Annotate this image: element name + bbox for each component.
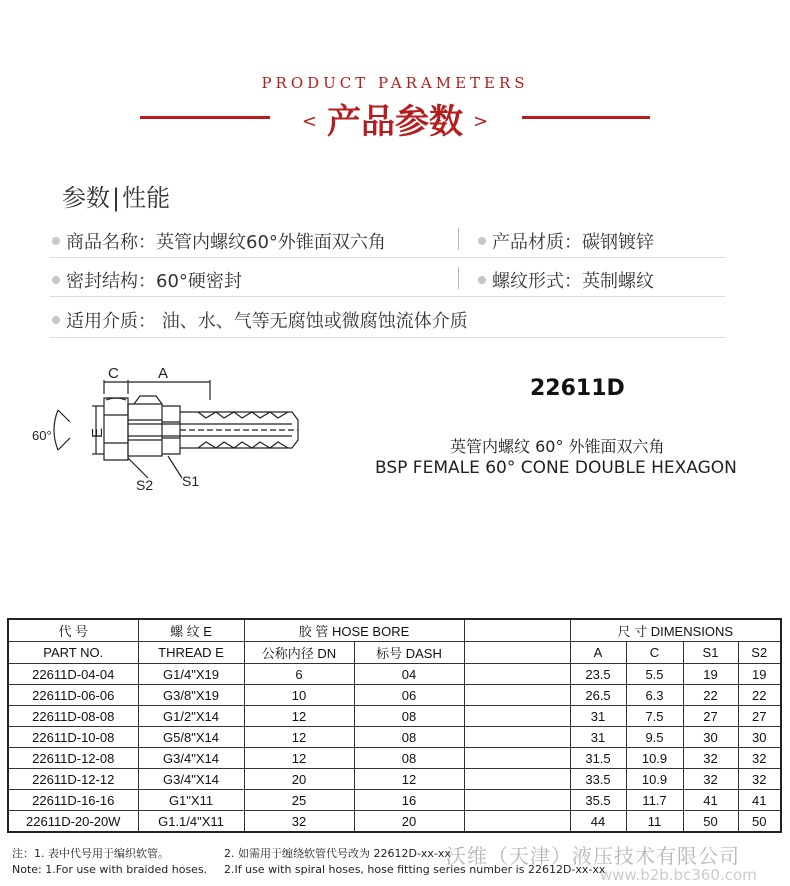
cell-empty: [464, 790, 570, 811]
param-divider: [458, 267, 459, 289]
table-header-row-1: [8, 619, 781, 642]
bullet-icon: [478, 276, 486, 284]
cell-empty: [464, 685, 570, 706]
cell-c: 5.5: [626, 664, 683, 685]
table-row: [8, 664, 781, 685]
cell-s1: 19: [683, 664, 738, 685]
label-c: C: [108, 365, 119, 382]
cell-s2: 50: [738, 811, 781, 833]
note-cn-2: 2. 如需用于缠绕软管代号改为 22612D-xx-xx: [224, 847, 451, 860]
cell-s2: 22: [738, 685, 781, 706]
cell-dash: 16: [354, 790, 464, 811]
header-thread-e: THREAD E: [138, 642, 244, 664]
label-s2: S2: [136, 477, 154, 493]
cell-empty: [464, 706, 570, 727]
cell-thread: G3/4"X14: [138, 769, 244, 790]
param-name-text: 商品名称：英管内螺纹60°外锥面双六角: [66, 232, 386, 253]
cell-s2: 32: [738, 769, 781, 790]
cell-dash: 04: [354, 664, 464, 685]
note-cn-1: 注：1. 表中代号用于编织软管。: [12, 847, 169, 860]
cell-a: 26.5: [570, 685, 626, 706]
cell-dn: 12: [244, 748, 354, 769]
section-title-b: 性能: [122, 184, 171, 212]
cell-s1: 32: [683, 769, 738, 790]
header-c: C: [626, 642, 683, 664]
cell-s2: 41: [738, 790, 781, 811]
param-medium-text: 适用介质： 油、水、气等无腐蚀或微腐蚀流体介质: [66, 311, 468, 332]
param-row-separator: [50, 337, 725, 338]
param-divider: [458, 228, 459, 250]
cell-empty: [464, 664, 570, 685]
product-model: 22611D: [530, 376, 625, 401]
header-thread-cn: 螺 纹 E: [138, 619, 244, 642]
cell-a: 31: [570, 706, 626, 727]
note-cn: [12, 845, 451, 861]
header-empty: [464, 619, 570, 642]
header-right-line: [522, 116, 650, 119]
param-row-separator: [50, 296, 725, 297]
left-bracket: <: [301, 111, 317, 132]
table-row: [8, 769, 781, 790]
header-a: A: [570, 642, 626, 664]
param-medium: [52, 307, 468, 333]
label-angle: 60°: [32, 428, 52, 443]
cell-a: 44: [570, 811, 626, 833]
cell-part-no: 22611D-16-16: [8, 790, 138, 811]
cell-dash: 12: [354, 769, 464, 790]
header-hose-bore: 胶 管 HOSE BORE: [244, 619, 464, 642]
cell-c: 7.5: [626, 706, 683, 727]
header-empty: [464, 642, 570, 664]
spec-table: [7, 618, 782, 833]
right-bracket: >: [473, 111, 489, 132]
cell-dn: 12: [244, 727, 354, 748]
cell-part-no: 22611D-10-08: [8, 727, 138, 748]
product-desc-en: BSP FEMALE 60° CONE DOUBLE HEXAGON: [375, 458, 737, 478]
cell-dn: 32: [244, 811, 354, 833]
label-a: A: [158, 365, 169, 382]
param-thread-text: 螺纹形式：英制螺纹: [492, 271, 654, 292]
table-row: [8, 727, 781, 748]
header-dash: 标号 DASH: [354, 642, 464, 664]
table-header-row-2: [8, 642, 781, 664]
cell-part-no: 22611D-06-06: [8, 685, 138, 706]
cell-a: 31.5: [570, 748, 626, 769]
header-chinese-text: 产品参数: [327, 102, 463, 142]
bullet-icon: [52, 316, 60, 324]
cell-c: 11.7: [626, 790, 683, 811]
cell-a: 23.5: [570, 664, 626, 685]
cell-thread: G5/8"X14: [138, 727, 244, 748]
cell-dash: 06: [354, 685, 464, 706]
product-desc-cn: 英管内螺纹 60° 外锥面双六角: [450, 437, 665, 456]
cell-part-no: 22611D-20-20W: [8, 811, 138, 833]
param-material: [478, 228, 654, 254]
cell-empty: [464, 769, 570, 790]
cell-s2: 32: [738, 748, 781, 769]
watermark-url: www.b2b.bc360.com: [600, 866, 757, 884]
cell-a: 33.5: [570, 769, 626, 790]
cell-dn: 10: [244, 685, 354, 706]
watermark-company: 沃维（天津）液压技术有限公司: [446, 844, 740, 868]
cell-thread: G1/2"X14: [138, 706, 244, 727]
cell-a: 31: [570, 727, 626, 748]
cell-dn: 6: [244, 664, 354, 685]
cell-c: 10.9: [626, 769, 683, 790]
param-row-separator: [50, 257, 725, 258]
cell-s1: 50: [683, 811, 738, 833]
cell-part-no: 22611D-12-08: [8, 748, 138, 769]
cell-part-no: 22611D-04-04: [8, 664, 138, 685]
header-dimensions: 尺 寸 DIMENSIONS: [570, 619, 781, 642]
cell-s2: 27: [738, 706, 781, 727]
cell-a: 35.5: [570, 790, 626, 811]
cell-s1: 27: [683, 706, 738, 727]
cell-dn: 12: [244, 706, 354, 727]
section-title: [62, 178, 170, 213]
header-part-no: PART NO.: [8, 642, 138, 664]
table-row: [8, 790, 781, 811]
param-seal: [52, 267, 242, 293]
header-english-title: PRODUCT PARAMETERS: [261, 74, 529, 92]
cell-dash: 08: [354, 706, 464, 727]
note-en-1: Note: 1.For use with braided hoses.: [12, 863, 208, 876]
param-name: [52, 228, 386, 254]
table-row: [8, 685, 781, 706]
param-thread: [478, 267, 654, 293]
fitting-drawing: [30, 360, 320, 495]
cell-s1: 32: [683, 748, 738, 769]
param-seal-text: 密封结构：60°硬密封: [66, 271, 242, 292]
cell-dash: 08: [354, 727, 464, 748]
header-s1: S1: [683, 642, 738, 664]
cell-thread: G3/4"X14: [138, 748, 244, 769]
table-row: [8, 811, 781, 833]
cell-part-no: 22611D-12-12: [8, 769, 138, 790]
cell-thread: G1/4"X19: [138, 664, 244, 685]
bullet-icon: [52, 276, 60, 284]
cell-s1: 30: [683, 727, 738, 748]
cell-c: 6.3: [626, 685, 683, 706]
bullet-icon: [52, 237, 60, 245]
label-s1: S1: [182, 473, 200, 489]
header-dn: 公称内径 DN: [244, 642, 354, 664]
cell-empty: [464, 748, 570, 769]
header-s2: S2: [738, 642, 781, 664]
param-material-text: 产品材质：碳钢镀锌: [492, 232, 654, 253]
cell-c: 9.5: [626, 727, 683, 748]
section-title-a: 参数: [62, 184, 110, 212]
table-row: [8, 748, 781, 769]
cell-s1: 41: [683, 790, 738, 811]
cell-thread: G1"X11: [138, 790, 244, 811]
cell-thread: G1.1/4"X11: [138, 811, 244, 833]
cell-c: 10.9: [626, 748, 683, 769]
cell-c: 11: [626, 811, 683, 833]
cell-part-no: 22611D-08-08: [8, 706, 138, 727]
header-code-cn: 代 号: [8, 619, 138, 642]
cell-dn: 20: [244, 769, 354, 790]
cell-dash: 08: [354, 748, 464, 769]
bullet-icon: [478, 237, 486, 245]
cell-thread: G3/8"X19: [138, 685, 244, 706]
cell-s2: 19: [738, 664, 781, 685]
table-row: [8, 706, 781, 727]
label-e: E: [89, 427, 106, 438]
cell-s2: 30: [738, 727, 781, 748]
note-en-2: 2.If use with spiral hoses, hose fitting series number is 22612D-xx-xx: [224, 863, 606, 876]
cell-s1: 22: [683, 685, 738, 706]
section-title-bar: |: [112, 184, 121, 212]
cell-empty: [464, 811, 570, 833]
cell-dash: 20: [354, 811, 464, 833]
note-en: [12, 863, 606, 876]
cell-empty: [464, 727, 570, 748]
header-chinese-title: [0, 94, 790, 143]
cell-dn: 25: [244, 790, 354, 811]
